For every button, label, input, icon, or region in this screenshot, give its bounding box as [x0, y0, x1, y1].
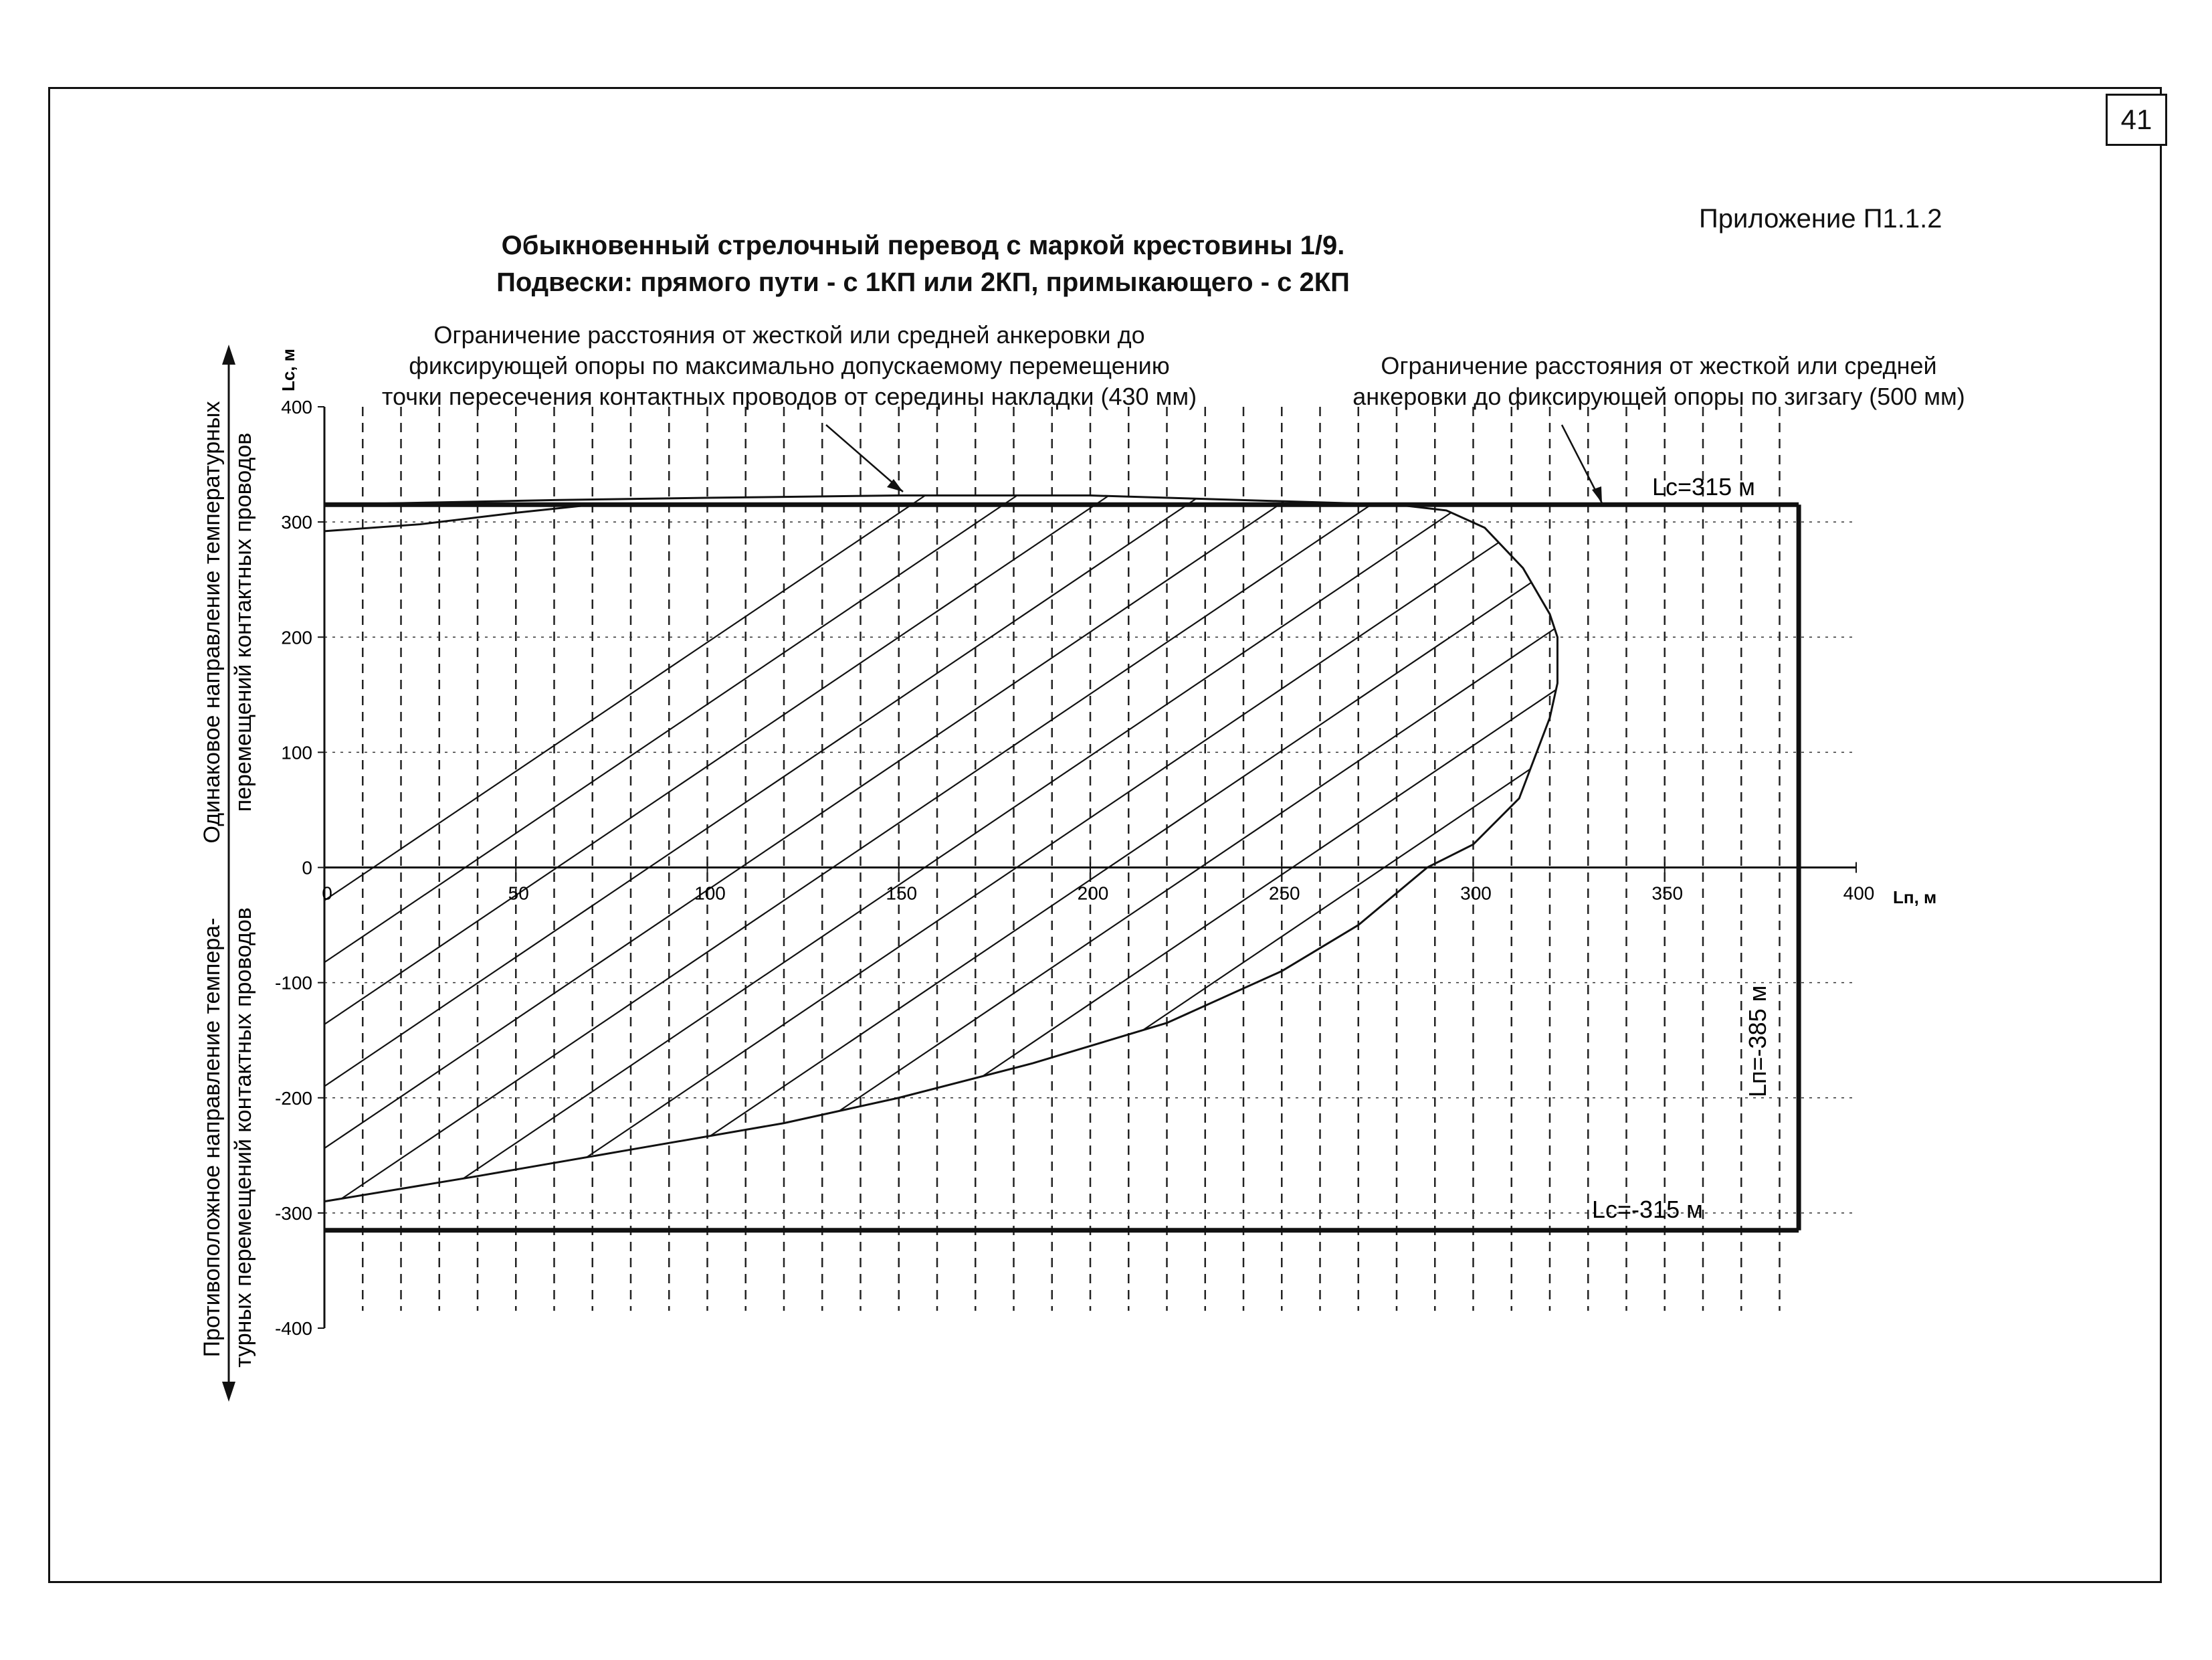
y-side-arrow-up: [222, 345, 235, 365]
x-tick-150: 150: [886, 883, 918, 904]
annotation-right-line-2: анкеровки до фиксирующей опоры по зигзагу (500 мм): [1352, 383, 1965, 410]
hatch-line: [746, 487, 1856, 1236]
hatch-line: [194, 487, 1304, 1236]
hatch-lines: [0, 487, 2212, 1236]
chart-title-line-2: Подвески: прямого пути - с 1КП или 2КП, примыкающего - с 2КП: [496, 268, 1350, 297]
hatch-line: [286, 487, 1397, 1236]
label-lc-top: Lc=315 м: [1652, 473, 1755, 500]
x-tick-250: 250: [1268, 883, 1300, 904]
page-number: 41: [2106, 94, 2167, 146]
series-2: [324, 868, 1427, 1202]
grid-lines: [324, 407, 1856, 1311]
y-tick--200: -200: [274, 1087, 312, 1109]
boundary-curves: [324, 496, 1557, 1202]
x-tick-400: 400: [1843, 883, 1875, 904]
annotation-left-line-1: Ограничение расстояния от жесткой или средней анкеровки до: [433, 321, 1145, 349]
y-tick--300: -300: [274, 1202, 312, 1224]
y-side-upper-line-1: Одинаковое направление температурных: [199, 401, 225, 844]
hatch-line: [1481, 487, 2212, 1236]
y-tick-0: 0: [302, 857, 312, 879]
label-lc-bottom: Lc=-315 м: [1592, 1196, 1703, 1223]
y-tick-200: 200: [281, 627, 312, 648]
y-axis-title: Lc, м: [278, 348, 298, 391]
appendix-label: Приложение П1.1.2: [1699, 204, 1942, 234]
hatch-line: [102, 487, 1213, 1236]
x-tick-350: 350: [1651, 883, 1684, 904]
y-side-lower-line-1: Противоположное направление темпера-: [199, 917, 225, 1358]
hatch-line: [378, 487, 1488, 1236]
annotation-right-line-1: Ограничение расстояния от жесткой или средней: [1381, 352, 1937, 379]
x-tick-300: 300: [1460, 883, 1492, 904]
series-1: [1397, 504, 1557, 867]
label-ln: Lп=-385 м: [1744, 985, 1771, 1097]
hatch-line: [653, 487, 1764, 1236]
hatch-line: [837, 487, 1948, 1236]
y-side-arrow-down: [222, 1382, 235, 1402]
y-tick--400: -400: [274, 1318, 312, 1339]
y-tick--100: -100: [274, 972, 312, 994]
x-axis-title: Lп, м: [1893, 887, 1937, 907]
y-side-upper-line-2: перемещений контактных проводов: [231, 432, 256, 812]
hatch-line: [470, 487, 1581, 1236]
series-3: [324, 504, 593, 531]
hatch-line: [930, 487, 2040, 1236]
x-tick-50: 50: [508, 883, 529, 904]
y-side-lower-line-2: турных перемещений контактных проводов: [231, 907, 256, 1368]
annotation-left-line-3: точки пересечения контактных проводов от середины накладки (430 мм): [381, 383, 1197, 410]
x-tick-0: 0: [322, 883, 332, 904]
x-tick-100: 100: [694, 883, 726, 904]
hatch-line: [0, 487, 1029, 1236]
hatch-line: [1021, 487, 2132, 1236]
hatch-line: [1205, 487, 2212, 1236]
y-tick-100: 100: [281, 742, 312, 763]
hatch-line: [0, 487, 937, 1236]
chart-title-line-1: Обыкновенный стрелочный перевод с маркой крестовины 1/9.: [501, 231, 1345, 260]
hatch-line: [11, 487, 1121, 1236]
hatch-line: [562, 487, 1672, 1236]
y-tick-300: 300: [281, 512, 312, 533]
hatch-line: [1113, 487, 2212, 1236]
y-tick-400: 400: [281, 397, 312, 418]
annotation-left-line-2: фиксирующей опоры по максимально допускаемому перемещению: [409, 352, 1170, 379]
annotation-right-arrowhead: [1592, 486, 1602, 503]
x-tick-200: 200: [1077, 883, 1109, 904]
hatch-line: [1573, 487, 2212, 1236]
